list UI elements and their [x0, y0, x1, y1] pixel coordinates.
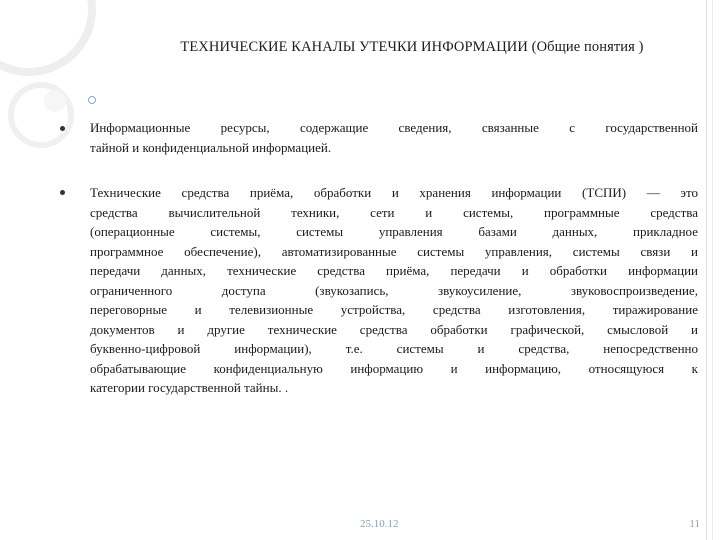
paragraph-line: документов и другие технические средства обработки графической, смысловой и	[90, 321, 698, 337]
paragraph-line: переговорные и телевизионные устройства, средства изготовления, тиражирование	[90, 302, 698, 317]
paragraph-line: тайной и конфиденциальной информацией.	[90, 139, 332, 155]
paragraph-line: категории государственной тайны. .	[90, 380, 289, 395]
decorative-ring-large	[0, 0, 96, 76]
bullet-paragraph-resources	[90, 118, 698, 157]
bullet-dot-icon	[60, 126, 65, 131]
decorative-vertical-line-2	[712, 0, 713, 540]
bullet-paragraph-tspi	[90, 183, 698, 398]
footer-page-number: 11	[689, 518, 700, 530]
decorative-ring-medium	[8, 82, 74, 148]
paragraph-line: Технические средства приёма, обработки и хранения информации (ТСПИ) — это	[90, 185, 698, 200]
paragraph-line: ограниченного доступа (звукозапись, звукоусиление, звуковоспроизведение,	[90, 282, 698, 298]
paragraph-line: буквенно-цифровой информации), т.е. системы и средства, непосредственно	[90, 341, 698, 356]
paragraph-line: передачи данных, технические средства приёма, передачи и обработки информации	[90, 263, 698, 278]
footer-date: 25.10.12	[360, 518, 399, 530]
paragraph-line: Информационные ресурсы, содержащие сведения, связанные с государственной	[90, 120, 698, 135]
decorative-vertical-line	[706, 0, 707, 540]
paragraph-line: обрабатывающие конфиденциальную информацию и информацию, относящуюся к	[90, 360, 698, 376]
paragraph-line: средства вычислительной техники, сети и системы, программные средства	[90, 204, 698, 220]
paragraph-line: программное обеспечение), автоматизированные системы управления, системы связи и	[90, 243, 698, 259]
slide-title: ТЕХНИЧЕСКИЕ КАНАЛЫ УТЕЧКИ ИНФОРМАЦИИ (Общие понятия )	[180, 39, 644, 55]
circle-bullet-icon	[88, 96, 96, 104]
bullet-dot-icon	[60, 190, 65, 195]
paragraph-line: (операционные системы, системы управления базами данных, прикладное	[90, 224, 698, 239]
decorative-disc-small	[44, 90, 66, 112]
